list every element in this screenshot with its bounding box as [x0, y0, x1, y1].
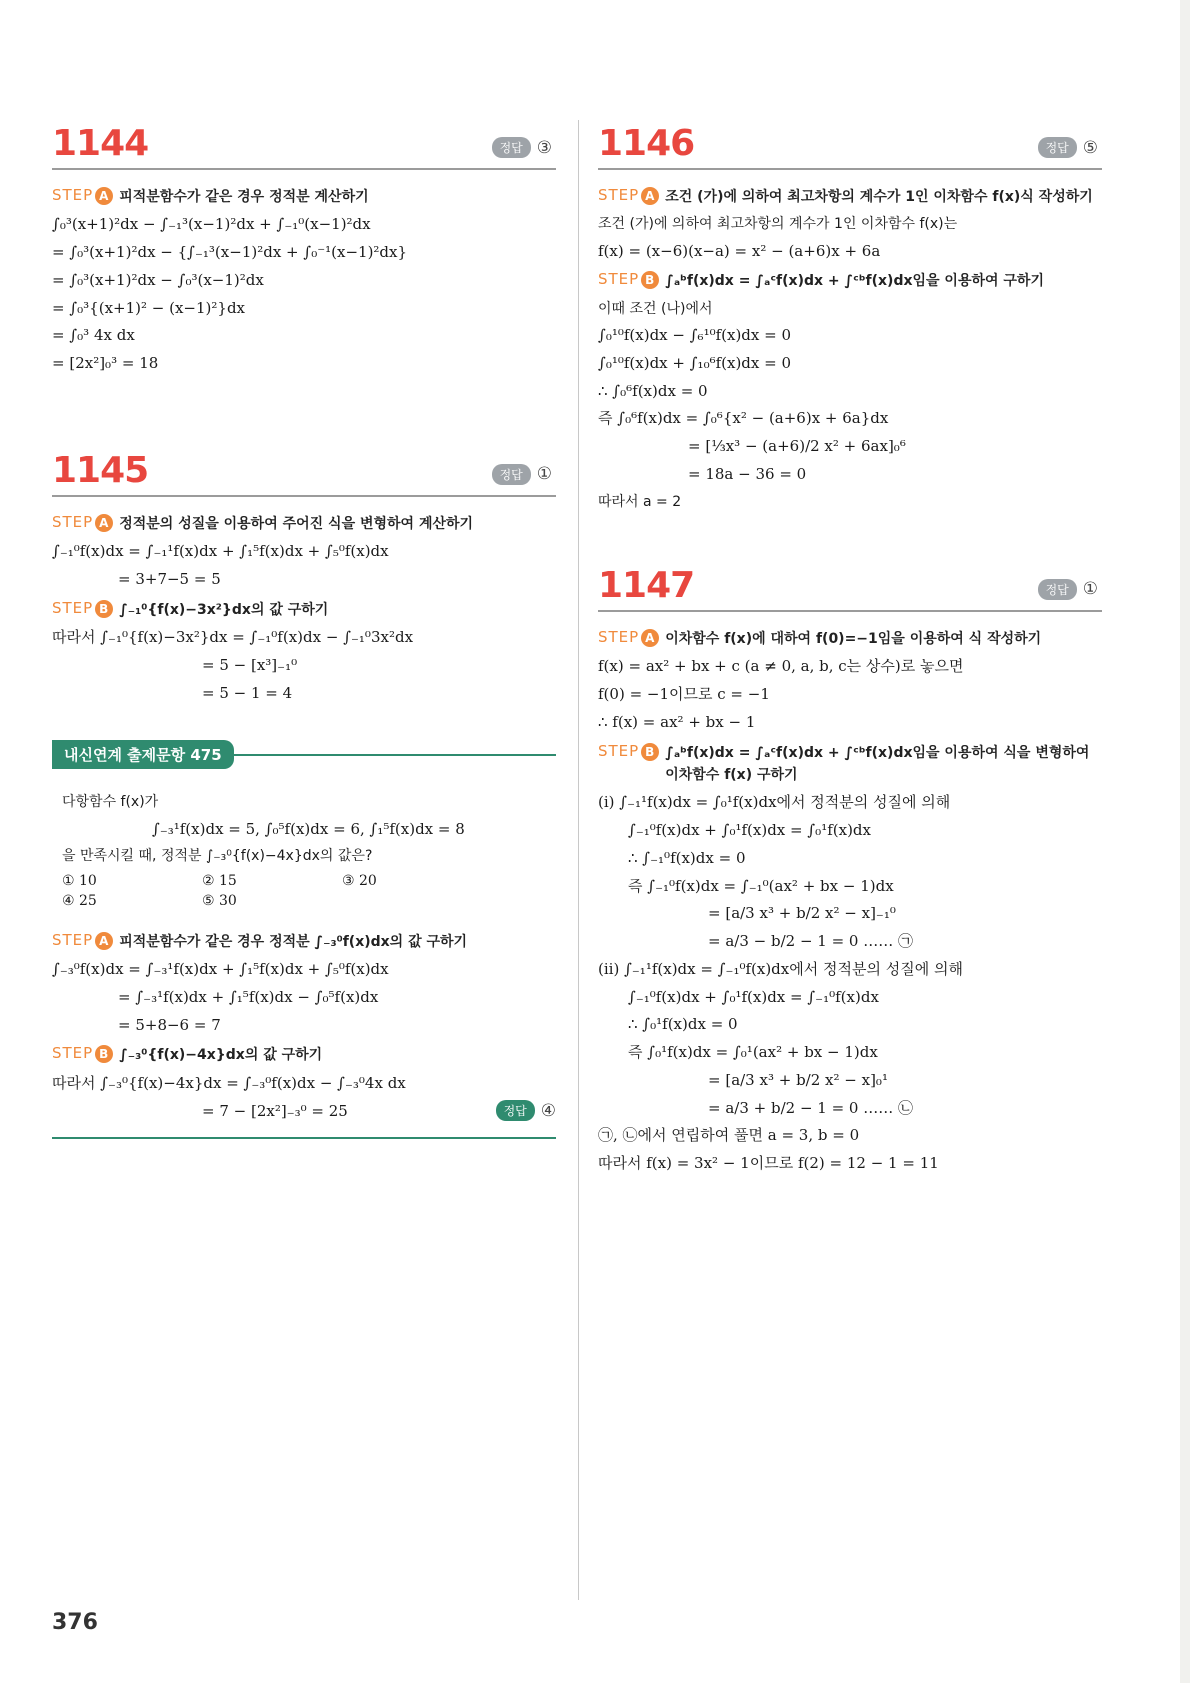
problem-number: 1146: [598, 123, 695, 164]
question-line: 다항함수 f(x)가: [62, 794, 159, 811]
answer-label: 정답: [492, 137, 531, 158]
step-title: 정적분의 성질을 이용하여 주어진 식을 변형하여 계산하기: [119, 515, 474, 532]
step-title: ∫ₐᵇf(x)dx = ∫ₐᶜf(x)dx + ∫ᶜᵇf(x)dx임을 이용하여 식을 변형하여 이차함수 f(x) 구하기: [665, 744, 1090, 783]
answer-box: [492, 464, 552, 485]
choice: ⑤ 30: [202, 892, 237, 909]
problem-number: 1145: [52, 449, 149, 491]
step-badge: A: [95, 514, 113, 532]
page-edge: [1180, 0, 1190, 1683]
text-line: 조건 (가)에 의하여 최고차항의 계수가 1인 이차함수 f(x)는: [598, 216, 958, 233]
problem-number: 1147: [598, 564, 695, 606]
math-line: ∴ ∫₀¹f(x)dx = 0: [628, 1015, 738, 1034]
problem-header: [598, 120, 1102, 170]
math-line: = ∫₋₃¹f(x)dx + ∫₁⁵f(x)dx − ∫₀⁵f(x)dx: [118, 987, 379, 1006]
math-line: ∴ f(x) = ax² + bx − 1: [598, 712, 756, 731]
math-line: = ∫₀³{(x+1)² − (x−1)²}dx: [52, 298, 246, 317]
step-badge: A: [95, 932, 113, 950]
choice: ② 15: [202, 872, 237, 889]
math-line: 따라서 f(x) = 3x² − 1이므로 f(2) = 12 − 1 = 11: [598, 1154, 939, 1173]
step-a: [598, 186, 1102, 208]
problem-number: 1144: [52, 123, 149, 164]
math-line: 즉 ∫₀¹f(x)dx = ∫₀¹(ax² + bx − 1)dx: [628, 1043, 878, 1062]
linked-problem-title: 내신연계 출제문항 475: [52, 740, 234, 769]
choices: [62, 873, 546, 909]
problem-1144: [52, 120, 556, 375]
math-line: = ∫₀³ 4x dx: [52, 326, 135, 345]
math-line: = a/3 + b/2 − 1 = 0 …… ㉡: [708, 1098, 914, 1117]
text-line: 따라서 a = 2: [598, 493, 682, 510]
column-divider: [578, 120, 579, 1600]
math-line: ∫₀³(x+1)²dx − ∫₋₁³(x−1)²dx + ∫₋₁⁰(x−1)²dx: [52, 215, 371, 234]
math-line: ∫₋₁⁰f(x)dx + ∫₀¹f(x)dx = ∫₋₁⁰f(x)dx: [628, 987, 879, 1006]
step-tag: STEP A: [598, 628, 659, 647]
math-line: = a/3 − b/2 − 1 = 0 …… ㉠: [708, 932, 914, 951]
step-a: [52, 513, 556, 535]
math-line: = 3+7−5 = 5: [118, 570, 221, 589]
math-line: ∴ ∫₋₁⁰f(x)dx = 0: [628, 848, 746, 867]
answer-label: 정답: [492, 464, 531, 485]
math-line: ∫₋₃⁰f(x)dx = ∫₋₃¹f(x)dx + ∫₁⁵f(x)dx + ∫₅⁰f(x)dx: [52, 960, 389, 979]
math-line: = [a/3 x³ + b/2 x² − x]₀¹: [708, 1070, 888, 1089]
math-line: ∴ ∫₀⁶f(x)dx = 0: [598, 381, 708, 400]
problem-1145: [52, 447, 556, 705]
math-line: = 5 − 1 = 4: [202, 683, 293, 702]
math-line: (ⅰ) ∫₋₁¹f(x)dx = ∫₀¹f(x)dx에서 정적분의 성질에 의해: [598, 793, 951, 812]
question-line: 을 만족시킬 때, 정적분 ∫₋₃⁰{f(x)−4x}dx의 값은?: [62, 848, 373, 865]
math-line: f(0) = −1이므로 c = −1: [598, 685, 770, 704]
step-tag: STEP A: [598, 186, 659, 205]
math-line: = 18a − 36 = 0: [688, 464, 807, 483]
answer-value: ③: [536, 137, 552, 158]
step-title: 피적분함수가 같은 경우 정적분 ∫₋₃⁰f(x)dx의 값 구하기: [119, 933, 468, 950]
step-badge: A: [641, 187, 659, 205]
linked-problem: [52, 746, 556, 1139]
step-badge: A: [641, 629, 659, 647]
math-line: ∫₋₁⁰f(x)dx = ∫₋₁¹f(x)dx + ∫₁⁵f(x)dx + ∫₅⁰f(x)dx: [52, 542, 389, 561]
math-line: 따라서 ∫₋₁⁰{f(x)−3x²}dx = ∫₋₁⁰f(x)dx − ∫₋₁⁰3x²dx: [52, 628, 414, 647]
question-line: ∫₋₃¹f(x)dx = 5, ∫₀⁵f(x)dx = 6, ∫₁⁵f(x)dx = 8: [152, 819, 465, 838]
answer-value: ⑤: [1082, 137, 1098, 158]
math-line: = 5+8−6 = 7: [118, 1015, 221, 1034]
linked-problem-body: [52, 766, 556, 922]
math-line: = ∫₀³(x+1)²dx − ∫₀³(x−1)²dx: [52, 270, 264, 289]
step-title: 이차함수 f(x)에 대하여 f(0)=−1임을 이용하여 식 작성하기: [665, 630, 1042, 647]
answer-box: [1038, 579, 1098, 600]
choice: ① 10: [62, 872, 97, 889]
math-line: = [a/3 x³ + b/2 x² − x]₋₁⁰: [708, 904, 896, 923]
math-line: = 7 − [2x²]₋₃⁰ = 25: [202, 1101, 348, 1120]
step-title: 조건 (가)에 의하여 최고차항의 계수가 1인 이차함수 f(x)식 작성하기: [665, 189, 1093, 205]
answer-box: [492, 137, 552, 158]
step-tag: STEP B: [598, 742, 659, 761]
math-line: = 5 − [x³]₋₁⁰: [202, 655, 298, 674]
step-title: ∫₋₁⁰{f(x)−3x²}dx의 값 구하기: [119, 601, 329, 618]
answer-label: 정답: [496, 1100, 535, 1121]
step-b: [598, 270, 1102, 292]
answer-label: 정답: [1038, 137, 1077, 158]
answer-value: ①: [536, 464, 552, 485]
step-b: [52, 1044, 556, 1066]
page-number: 376: [52, 1610, 98, 1635]
step-title: 피적분함수가 같은 경우 정적분 계산하기: [119, 189, 369, 205]
math-line: = [2x²]₀³ = 18: [52, 354, 159, 373]
step-a: [598, 628, 1102, 650]
math-line: f(x) = ax² + bx + c (a ≠ 0, a, b, c는 상수)로 놓으면: [598, 657, 964, 676]
step-tag: STEP A: [52, 513, 113, 532]
problem-header: [52, 120, 556, 170]
step-tag: STEP B: [52, 1044, 113, 1063]
choice: ③ 20: [342, 872, 377, 889]
step-tag: STEP A: [52, 931, 113, 950]
math-line: 따라서 ∫₋₃⁰{f(x)−4x}dx = ∫₋₃⁰f(x)dx − ∫₋₃⁰4x dx: [52, 1073, 406, 1092]
step-badge: B: [95, 1045, 113, 1063]
math-line: 즉 ∫₀⁶f(x)dx = ∫₀⁶{x² − (a+6)x + 6a}dx: [598, 409, 889, 428]
step-badge: A: [95, 187, 113, 205]
answer-box: [1038, 137, 1098, 158]
left-column: [52, 120, 556, 1139]
math-line: ㉠, ㉡에서 연립하여 풀면 a = 3, b = 0: [598, 1126, 860, 1145]
problem-1146: [598, 120, 1102, 512]
math-line: (ⅱ) ∫₋₁¹f(x)dx = ∫₋₁⁰f(x)dx에서 정적분의 성질에 의해: [598, 959, 963, 978]
math-line: = [⅓x³ − (a+6)/2 x² + 6ax]₀⁶: [688, 437, 906, 456]
math-line: = ∫₀³(x+1)²dx − {∫₋₁³(x−1)²dx + ∫₀⁻¹(x−1)²dx}: [52, 243, 408, 262]
problem-header: [598, 562, 1102, 612]
problem-header: [52, 447, 556, 497]
answer-value: ④: [540, 1100, 556, 1121]
math-line: ∫₋₁⁰f(x)dx + ∫₀¹f(x)dx = ∫₀¹f(x)dx: [628, 821, 871, 840]
step-a: [52, 931, 556, 953]
right-column: [598, 120, 1102, 1181]
step-tag: STEP B: [598, 270, 659, 289]
math-line: ∫₀¹⁰f(x)dx + ∫₁₀⁶f(x)dx = 0: [598, 353, 792, 372]
text-line: 이때 조건 (나)에서: [598, 300, 713, 317]
step-badge: B: [641, 743, 659, 761]
problem-1147: [598, 562, 1102, 1175]
answer-label: 정답: [1038, 579, 1077, 600]
step-tag: STEP B: [52, 599, 113, 618]
step-title: ∫ₐᵇf(x)dx = ∫ₐᶜf(x)dx + ∫ᶜᵇf(x)dx임을 이용하여 구하기: [665, 273, 1044, 290]
math-line: 즉 ∫₋₁⁰f(x)dx = ∫₋₁⁰(ax² + bx − 1)dx: [628, 876, 894, 895]
section-rule: [52, 1137, 556, 1139]
step-badge: B: [641, 271, 659, 289]
step-badge: B: [95, 600, 113, 618]
step-tag: STEP A: [52, 186, 113, 205]
step-b: [598, 742, 1102, 787]
answer-value: ①: [1082, 579, 1098, 600]
choice: ④ 25: [62, 892, 97, 909]
math-line: ∫₀¹⁰f(x)dx − ∫₆¹⁰f(x)dx = 0: [598, 326, 792, 345]
step-b: [52, 599, 556, 621]
step-a: [52, 186, 556, 208]
step-title: ∫₋₃⁰{f(x)−4x}dx의 값 구하기: [119, 1047, 323, 1064]
math-line: f(x) = (x−6)(x−a) = x² − (a+6)x + 6a: [598, 241, 881, 260]
